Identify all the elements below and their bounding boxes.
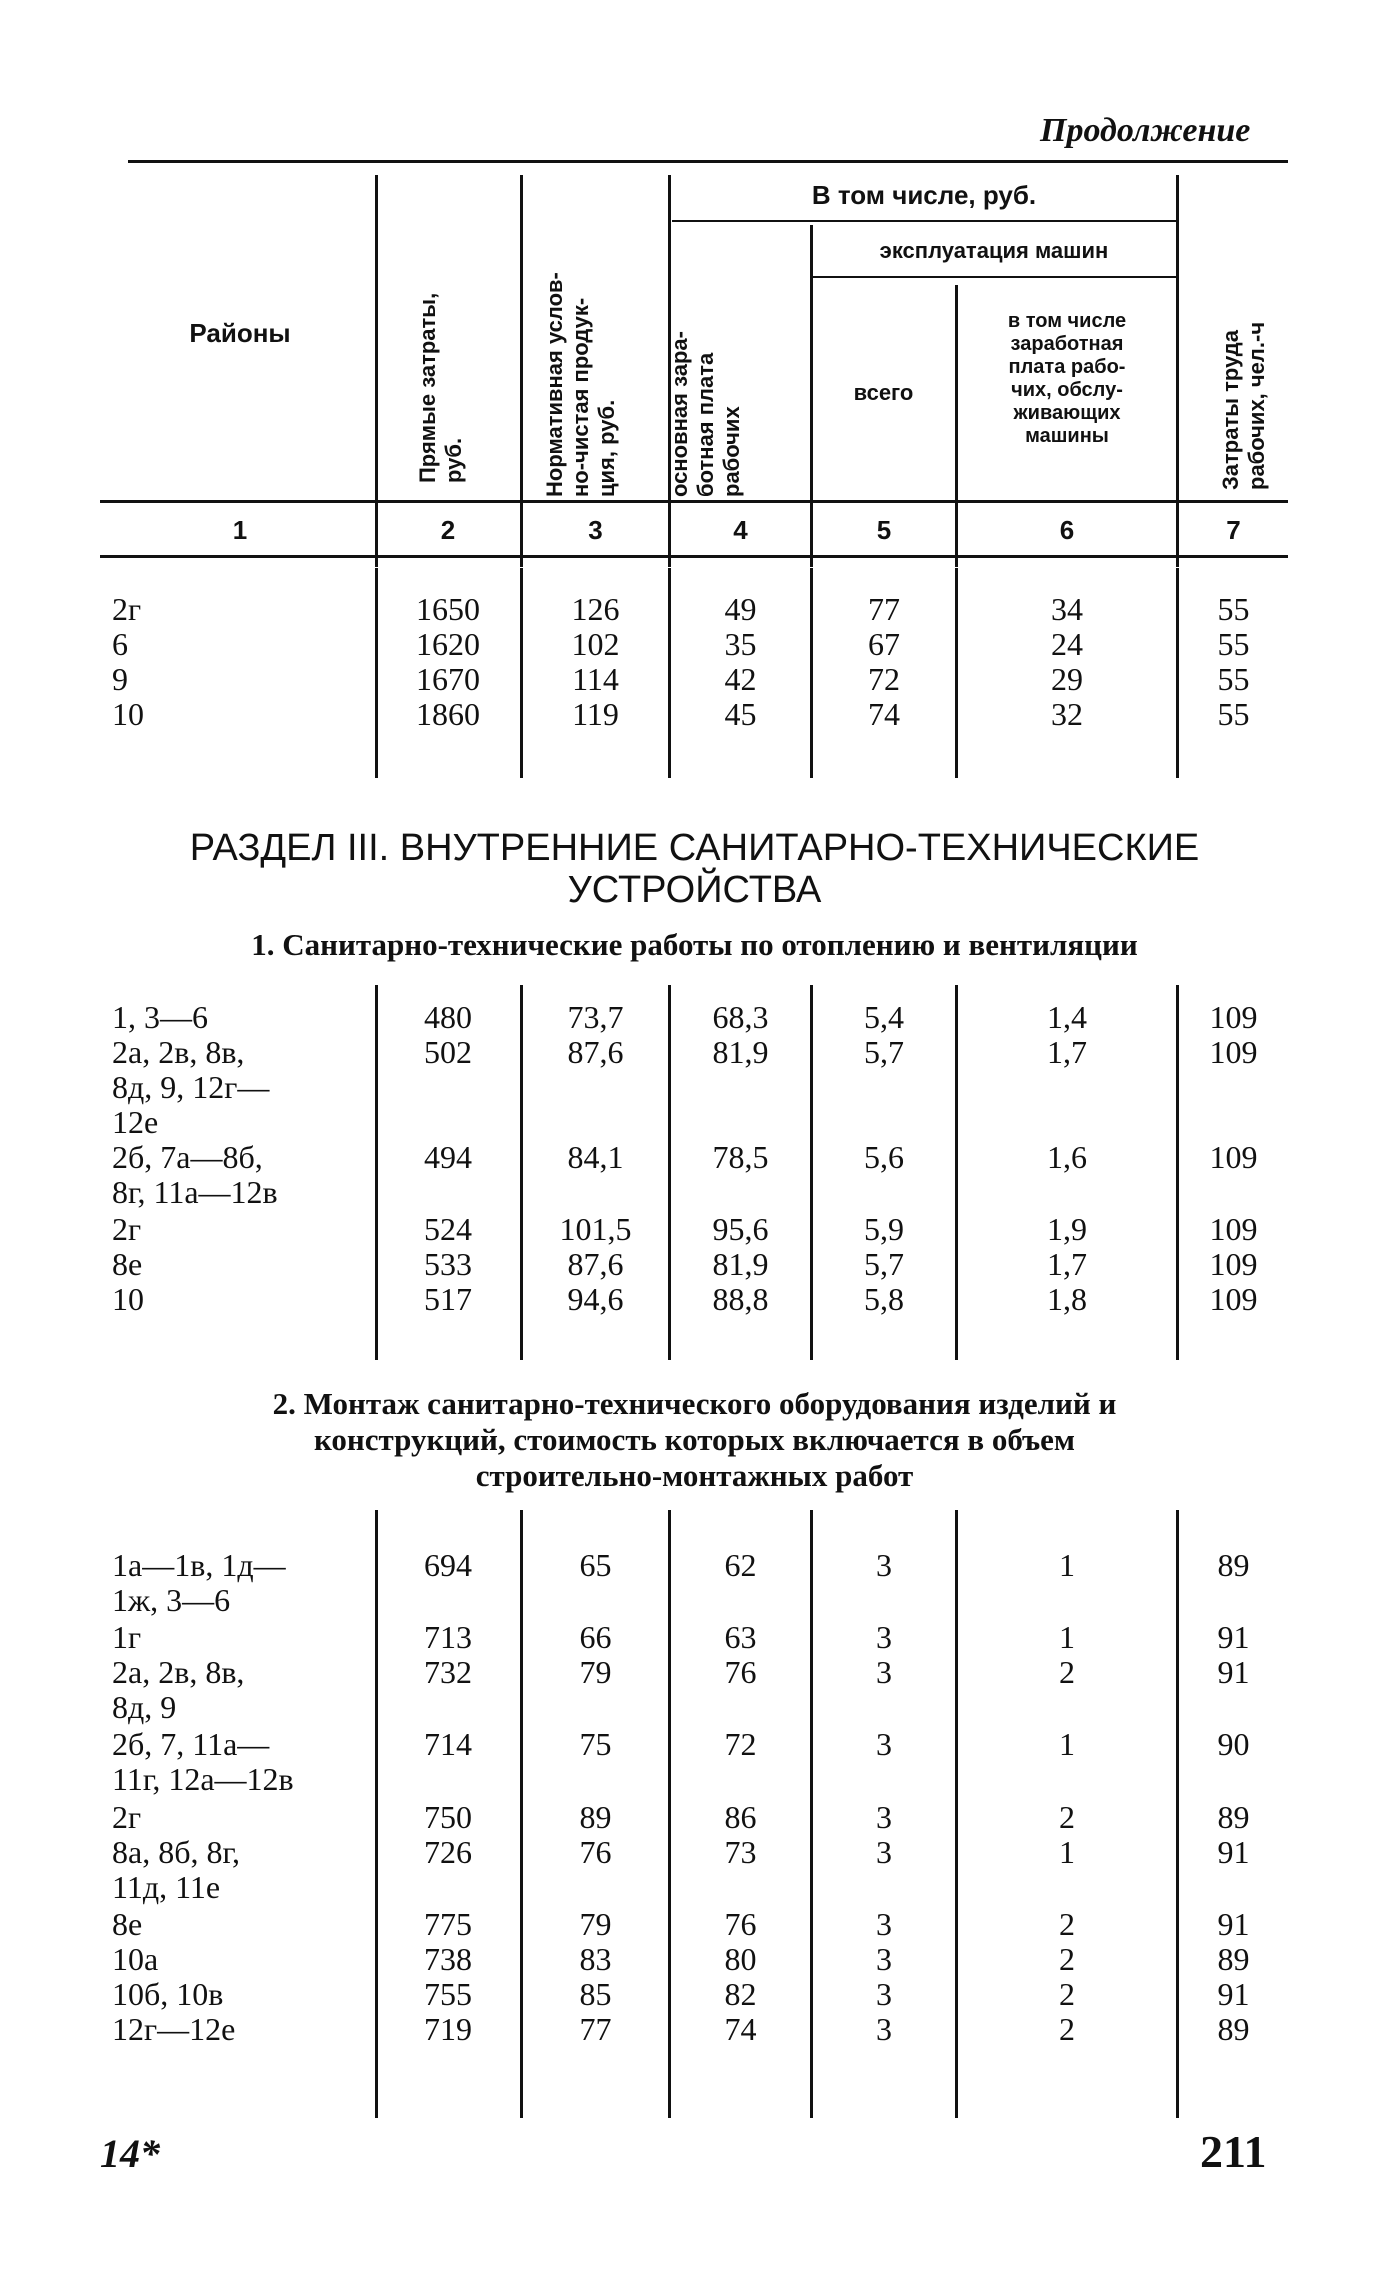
cell-labor: 55 xyxy=(1217,591,1250,627)
section-title-line2: УСТРОЙСТВА xyxy=(567,869,822,911)
cell-base-wage: 81,9 xyxy=(712,1034,769,1070)
cell-labor: 90 xyxy=(1217,1726,1250,1762)
region-cell: 9 xyxy=(112,661,128,697)
cell-normative: 114 xyxy=(572,661,619,697)
region-cell: 2г xyxy=(112,1799,142,1835)
region-cell: 10 xyxy=(112,1281,144,1317)
cell-machine-total: 3 xyxy=(876,1619,892,1655)
cell-base-wage: 62 xyxy=(724,1547,757,1583)
cell-machine-total: 5,6 xyxy=(864,1139,904,1175)
cell-machine-wage: 1,7 xyxy=(1047,1246,1087,1282)
cell-normative: 101,5 xyxy=(559,1211,632,1247)
cell-normative: 85 xyxy=(579,1976,612,2012)
cell-machine-total: 5,9 xyxy=(864,1211,904,1247)
cell-base-wage: 76 xyxy=(724,1654,757,1690)
header-including: В том числе, руб. xyxy=(811,180,1037,210)
cell-direct-costs: 494 xyxy=(424,1139,472,1175)
cell-direct-costs: 750 xyxy=(424,1799,472,1835)
cell-labor: 109 xyxy=(1209,1034,1258,1070)
header-regions: Районы xyxy=(189,318,291,348)
cell-normative: 126 xyxy=(571,591,620,627)
colnum-2: 2 xyxy=(440,515,456,545)
cell-machine-wage: 2 xyxy=(1059,1976,1075,2012)
header-col-divider-1 xyxy=(375,175,378,567)
cell-normative: 73,7 xyxy=(567,999,624,1035)
header-total: всего xyxy=(853,380,914,405)
cell-direct-costs: 738 xyxy=(424,1941,472,1977)
block1-title: 1. Санитарно-технические работы по отоплению и вентиляции xyxy=(251,927,1138,962)
cell-machine-wage: 1 xyxy=(1059,1547,1075,1583)
header-col-divider-6 xyxy=(1176,175,1179,567)
region-cell: 2б, 7а—8б, 8г, 11а—12в xyxy=(112,1139,278,1210)
cell-direct-costs: 1650 xyxy=(416,591,480,627)
cell-normative: 87,6 xyxy=(567,1246,624,1282)
cell-direct-costs: 726 xyxy=(424,1834,472,1870)
cell-direct-costs: 719 xyxy=(424,2011,472,2047)
cell-base-wage: 82 xyxy=(724,1976,757,2012)
region-cell: 1а—1в, 1д— 1ж, 3—6 xyxy=(112,1547,286,1618)
cell-direct-costs: 1620 xyxy=(416,626,480,662)
region-cell: 1г xyxy=(112,1619,142,1655)
section-title-line1: РАЗДЕЛ III. ВНУТРЕННИЕ САНИТАРНО-ТЕХНИЧЕСКИЕ xyxy=(189,827,1200,869)
cell-base-wage: 86 xyxy=(724,1799,757,1835)
cell-direct-costs: 533 xyxy=(424,1246,472,1282)
cell-normative: 84,1 xyxy=(567,1139,624,1175)
cell-machine-wage: 2 xyxy=(1059,1941,1075,1977)
cell-base-wage: 78,5 xyxy=(712,1139,769,1175)
region-cell: 10а xyxy=(112,1941,159,1977)
cell-machine-wage: 34 xyxy=(1051,591,1083,627)
cell-labor: 89 xyxy=(1217,1547,1250,1583)
cell-machine-wage: 1 xyxy=(1059,1726,1075,1762)
cell-normative: 79 xyxy=(579,1654,612,1690)
machine-underline xyxy=(812,276,1176,278)
footer-signature-mark: 14* xyxy=(100,2131,160,2176)
cell-normative: 102 xyxy=(571,626,620,662)
cell-base-wage: 88,8 xyxy=(712,1281,769,1317)
cell-machine-wage: 2 xyxy=(1059,2011,1075,2047)
cell-machine-total: 5,4 xyxy=(864,999,904,1035)
cell-normative: 75 xyxy=(579,1726,612,1762)
cell-normative: 94,6 xyxy=(567,1281,624,1317)
including-underline xyxy=(672,220,1176,222)
block2-title-line3: строительно-монтажных работ xyxy=(475,1458,914,1493)
colnum-3: 3 xyxy=(588,515,603,545)
cell-labor: 109 xyxy=(1209,1139,1258,1175)
cell-labor: 55 xyxy=(1217,696,1250,732)
cell-machine-total: 77 xyxy=(868,591,900,627)
colnum-7: 7 xyxy=(1226,515,1241,545)
header-incl-wage-machine: в том числе заработная плата рабо- чих, обслу- живающих машины xyxy=(1007,310,1127,447)
cell-base-wage: 95,6 xyxy=(712,1211,769,1247)
cell-labor: 55 xyxy=(1217,626,1250,662)
cell-base-wage: 45 xyxy=(724,696,757,732)
cell-machine-total: 5,7 xyxy=(864,1034,904,1070)
cell-labor: 89 xyxy=(1217,1941,1250,1977)
cell-machine-wage: 1,9 xyxy=(1047,1211,1087,1247)
colnum-4: 4 xyxy=(733,515,748,545)
page-number: 211 xyxy=(1200,2126,1267,2177)
region-cell: 2г xyxy=(112,591,142,627)
cell-machine-wage: 1,6 xyxy=(1047,1139,1087,1175)
cell-machine-total: 3 xyxy=(876,2011,892,2047)
cell-labor: 91 xyxy=(1217,1906,1250,1942)
header-base-wage: основная зара- ботная плата рабочих xyxy=(667,331,744,497)
cell-machine-total: 3 xyxy=(876,1726,892,1762)
cell-labor: 89 xyxy=(1217,1799,1250,1835)
cell-base-wage: 63 xyxy=(724,1619,757,1655)
cell-machine-wage: 1,4 xyxy=(1047,999,1087,1035)
cell-labor: 91 xyxy=(1217,1619,1250,1655)
cell-machine-wage: 1 xyxy=(1059,1619,1075,1655)
cell-machine-total: 5,8 xyxy=(864,1281,904,1317)
cell-normative: 89 xyxy=(579,1799,612,1835)
cell-labor: 91 xyxy=(1217,1834,1250,1870)
cell-machine-wage: 1,8 xyxy=(1047,1281,1087,1317)
region-cell: 2а, 2в, 8в, 8д, 9 xyxy=(112,1654,245,1725)
cell-labor: 89 xyxy=(1217,2011,1250,2047)
region-cell: 8а, 8б, 8г, 11д, 11е xyxy=(112,1834,240,1905)
cell-machine-wage: 1,7 xyxy=(1047,1034,1087,1070)
cell-normative: 83 xyxy=(579,1941,612,1977)
colnum-6: 6 xyxy=(1059,515,1075,545)
cell-direct-costs: 713 xyxy=(424,1619,472,1655)
cell-base-wage: 35 xyxy=(724,626,757,662)
header-top-rule xyxy=(128,160,1288,163)
cell-normative: 76 xyxy=(579,1834,612,1870)
region-cell: 2а, 2в, 8в, 8д, 9, 12г— 12е xyxy=(112,1034,270,1140)
cell-base-wage: 73 xyxy=(724,1834,757,1870)
cell-machine-total: 67 xyxy=(868,626,900,662)
region-cell: 1, 3—6 xyxy=(112,999,208,1035)
cell-machine-total: 3 xyxy=(876,1941,892,1977)
cell-machine-total: 5,7 xyxy=(864,1246,904,1282)
region-cell: 2г xyxy=(112,1211,142,1247)
cell-direct-costs: 714 xyxy=(424,1726,472,1762)
block2-title-line2: конструкций, стоимость которых включается в объем xyxy=(313,1422,1076,1457)
cell-base-wage: 72 xyxy=(724,1726,757,1762)
cell-machine-total: 74 xyxy=(868,696,900,732)
cell-direct-costs: 1860 xyxy=(416,696,480,732)
region-cell: 2б, 7, 11а— 11г, 12а—12в xyxy=(112,1726,294,1797)
cell-labor: 55 xyxy=(1217,661,1250,697)
cell-machine-total: 3 xyxy=(876,1547,892,1583)
cell-machine-wage: 2 xyxy=(1059,1799,1075,1835)
cell-labor: 109 xyxy=(1209,1211,1258,1247)
cell-base-wage: 74 xyxy=(724,2011,757,2047)
colnum-rule xyxy=(100,555,1288,558)
cell-machine-total: 3 xyxy=(876,1906,892,1942)
cell-labor: 109 xyxy=(1209,1246,1258,1282)
cell-machine-wage: 29 xyxy=(1051,661,1083,697)
region-cell: 10б, 10в xyxy=(112,1976,224,2012)
cell-labor: 109 xyxy=(1209,1281,1258,1317)
cell-direct-costs: 775 xyxy=(424,1906,472,1942)
cell-machine-wage: 24 xyxy=(1051,626,1083,662)
cell-machine-wage: 2 xyxy=(1059,1906,1075,1942)
cell-machine-total: 3 xyxy=(876,1976,892,2012)
cell-labor: 91 xyxy=(1217,1654,1250,1690)
cell-direct-costs: 732 xyxy=(424,1654,472,1690)
header-bottom-rule xyxy=(100,500,1288,503)
header-direct-costs: Прямые затраты, руб. xyxy=(415,292,466,483)
cell-machine-total: 3 xyxy=(876,1654,892,1690)
cell-machine-wage: 2 xyxy=(1059,1654,1075,1690)
colnum-5: 5 xyxy=(876,515,892,545)
header-normative-product: Нормативная услов- но-чистая продук- ция, руб. xyxy=(542,272,619,497)
cell-machine-total: 72 xyxy=(868,661,900,697)
cell-direct-costs: 502 xyxy=(424,1034,472,1070)
cell-normative: 79 xyxy=(579,1906,612,1942)
colnum-1: 1 xyxy=(232,515,248,545)
continuation-label: Продолжение xyxy=(1040,112,1251,149)
cell-normative: 87,6 xyxy=(567,1034,624,1070)
region-cell: 6 xyxy=(112,626,128,662)
header-labor: Затраты труда рабочих, чел.-ч xyxy=(1218,321,1269,490)
cell-machine-wage: 32 xyxy=(1051,696,1083,732)
region-cell: 10 xyxy=(112,696,144,732)
cell-labor: 91 xyxy=(1217,1976,1250,2012)
cell-machine-wage: 1 xyxy=(1059,1834,1075,1870)
cell-base-wage: 68,3 xyxy=(712,999,769,1035)
block2-title-line1: 2. Монтаж санитарно-технического оборудования изделий и xyxy=(272,1386,1117,1421)
cell-machine-total: 3 xyxy=(876,1834,892,1870)
cell-direct-costs: 517 xyxy=(424,1281,472,1317)
region-cell: 8е xyxy=(112,1906,143,1942)
cell-direct-costs: 694 xyxy=(424,1547,472,1583)
cell-normative: 66 xyxy=(579,1619,612,1655)
cell-machine-total: 3 xyxy=(876,1799,892,1835)
cell-normative: 77 xyxy=(579,2011,612,2047)
cell-normative: 119 xyxy=(572,696,619,732)
cell-direct-costs: 1670 xyxy=(416,661,480,697)
cell-base-wage: 76 xyxy=(724,1906,757,1942)
cell-base-wage: 81,9 xyxy=(712,1246,769,1282)
cell-base-wage: 42 xyxy=(724,661,757,697)
header-col-divider-2 xyxy=(520,175,523,567)
region-cell: 12г—12е xyxy=(112,2011,236,2047)
cell-normative: 65 xyxy=(579,1547,612,1583)
cell-direct-costs: 524 xyxy=(424,1211,472,1247)
cell-labor: 109 xyxy=(1209,999,1258,1035)
cell-base-wage: 80 xyxy=(724,1941,757,1977)
header-machine-operation: эксплуатация машин xyxy=(879,238,1109,263)
cell-direct-costs: 480 xyxy=(424,999,472,1035)
cell-base-wage: 49 xyxy=(724,591,757,627)
region-cell: 8е xyxy=(112,1246,143,1282)
cell-direct-costs: 755 xyxy=(424,1976,472,2012)
